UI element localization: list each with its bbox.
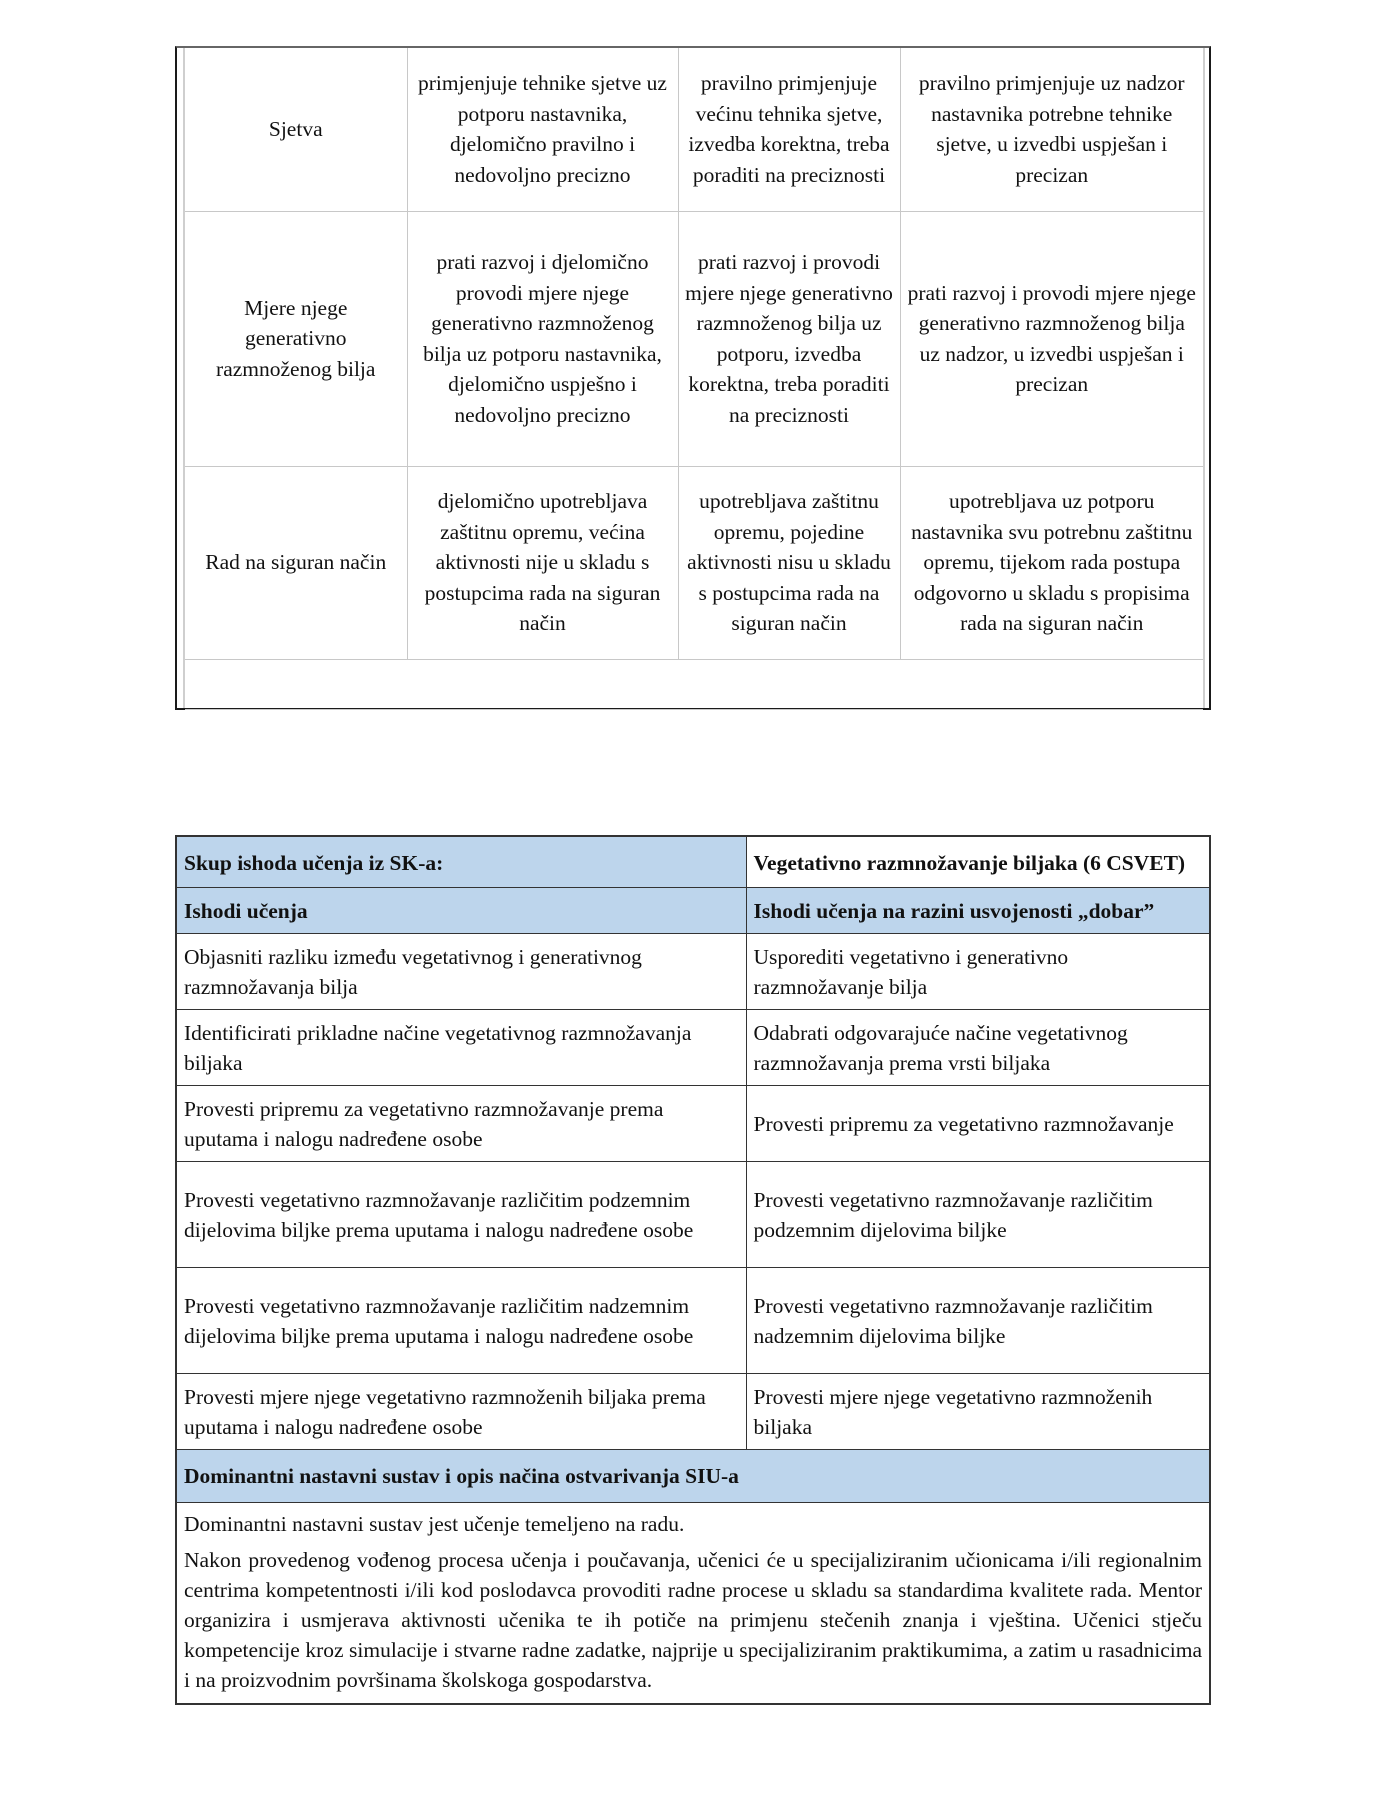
teaching-system-paragraph: Dominantni nastavni sustav jest učenje temeljeno na radu. [184, 1512, 685, 1536]
outcome-set-label: Skup ishoda učenja iz SK-a: [176, 836, 746, 890]
outcome-set-title-text: Vegetativno razmnožavanje biljaka (6 CSVET) [753, 851, 1186, 875]
good-level-cell: Provesti vegetativno razmnožavanje različitim nadzemnim dijelovima biljke [746, 1268, 1210, 1374]
column-header-good-level: Ishodi učenja na razini usvojenosti „dobar” [746, 888, 1210, 934]
learning-outcomes-table [175, 835, 1211, 891]
outcome-cell: Provesti pripremu za vegetativno razmnožavanje prema uputama i nalogu nadređene osobe [176, 1086, 746, 1162]
rubric-level-1: djelomično upotrebljava zaštitnu opremu, većina aktivnosti nije u skladu s postupcima rada na siguran način [407, 466, 678, 659]
outcome-set-row [176, 836, 1210, 890]
outcome-cell: Provesti vegetativno razmnožavanje različitim podzemnim dijelovima biljke prema uputama i nalogu nadređene osobe [176, 1162, 746, 1268]
good-level-cell: Usporediti vegetativno i generativno razmnožavanje bilja [746, 934, 1210, 1010]
rubric-table [185, 48, 1203, 710]
teaching-system-header-row [176, 1450, 1210, 1503]
teaching-system-paragraph: Nakon provedenog vođenog procesa učenja i poučavanja, učenici će u specijaliziranim učionicama i/ili regionalnim centrima kompetentnosti i/ili kod poslodavca provoditi radne procese u skladu sa standardima kvalitete rada. Mentor organizira i usmjerava aktivnosti učenika te ih potiče na primjenu stečenih znanja i vještina. Učenici stječu kompetencije kroz simulacije i stvarne radne zadatke, najprije u specijaliziranim praktikumima, a zatim u rasadnicima i na proizvodnim površinama školskoga gospodarstva. [184, 1548, 1202, 1692]
rubric-level-2: pravilno primjenjuje većinu tehnika sjetve, izvedba korektna, treba poraditi na preciznosti [678, 48, 900, 211]
rubric-level-2: upotrebljava zaštitnu opremu, pojedine aktivnosti nisu u skladu s postupcima rada na siguran način [678, 466, 900, 659]
rubric-table-inner [183, 48, 1205, 708]
rubric-level-3: prati razvoj i provodi mjere njege generativno razmnoženog bilja uz nadzor, u izvedbi uspješan i precizan [900, 211, 1203, 466]
rubric-level-3: pravilno primjenjuje uz nadzor nastavnika potrebne tehnike sjetve, u izvedbi uspješan i precizan [900, 48, 1203, 211]
rubric-row-rad-na-siguran-nacin [185, 466, 1203, 659]
teaching-system-header: Dominantni nastavni sustav i opis načina ostvarivanja SIU-a [176, 1450, 1210, 1503]
outcome-cell: Objasniti razliku između vegetativnog i generativnog razmnožavanja bilja [176, 934, 746, 1010]
rubric-criterion: Rad na siguran način [185, 466, 407, 659]
table-row [176, 1086, 1210, 1162]
good-level-cell: Odabrati odgovarajuće načine vegetativnog razmnožavanja prema vrsti biljaka [746, 1010, 1210, 1086]
column-header-row [176, 888, 1210, 934]
rubric-criterion: Sjetva [185, 48, 407, 211]
rubric-table-frame [175, 46, 1211, 710]
good-level-cell: Provesti pripremu za vegetativno razmnožavanje [746, 1086, 1210, 1162]
rubric-level-2: prati razvoj i provodi mjere njege generativno razmnoženog bilja uz potporu, izvedba korektna, treba poraditi na preciznosti [678, 211, 900, 466]
teaching-system-description [176, 1503, 1210, 1705]
rubric-level-3: upotrebljava uz potporu nastavnika svu potrebnu zaštitnu opremu, tijekom rada postupa odgovorno u skladu s propisima rada na siguran način [900, 466, 1203, 659]
column-header-outcomes: Ishodi učenja [176, 888, 746, 934]
teaching-system-description-row [176, 1503, 1210, 1705]
good-level-cell: Provesti mjere njege vegetativno razmnoženih biljaka [746, 1374, 1210, 1450]
table-row [176, 1374, 1210, 1450]
outcome-cell: Identificirati prikladne načine vegetativnog razmnožavanja biljaka [176, 1010, 746, 1086]
table-row [176, 1268, 1210, 1374]
learning-outcomes-body [175, 887, 1211, 1705]
rubric-level-1: prati razvoj i djelomično provodi mjere njege generativno razmnoženog bilja uz potporu nastavnika, djelomično uspješno i nedovoljno precizno [407, 211, 678, 466]
rubric-criterion: Mjere njege generativno razmnoženog bilja [185, 211, 407, 466]
rubric-row-empty [185, 659, 1203, 709]
outcome-cell: Provesti mjere njege vegetativno razmnoženih biljaka prema uputama i nalogu nadređene osobe [176, 1374, 746, 1450]
rubric-row-sjetva [185, 48, 1203, 211]
table-row [176, 1010, 1210, 1086]
table-row [176, 1162, 1210, 1268]
table-row [176, 934, 1210, 1010]
good-level-cell: Provesti vegetativno razmnožavanje različitim podzemnim dijelovima biljke [746, 1162, 1210, 1268]
rubric-level-1: primjenjuje tehnike sjetve uz potporu nastavnika, djelomično pravilno i nedovoljno precizno [407, 48, 678, 211]
outcome-set-title [746, 836, 1210, 890]
rubric-row-mjere-njege [185, 211, 1203, 466]
outcome-cell: Provesti vegetativno razmnožavanje različitim nadzemnim dijelovima biljke prema uputama i nalogu nadređene osobe [176, 1268, 746, 1374]
rubric-empty-cell [185, 659, 1203, 709]
